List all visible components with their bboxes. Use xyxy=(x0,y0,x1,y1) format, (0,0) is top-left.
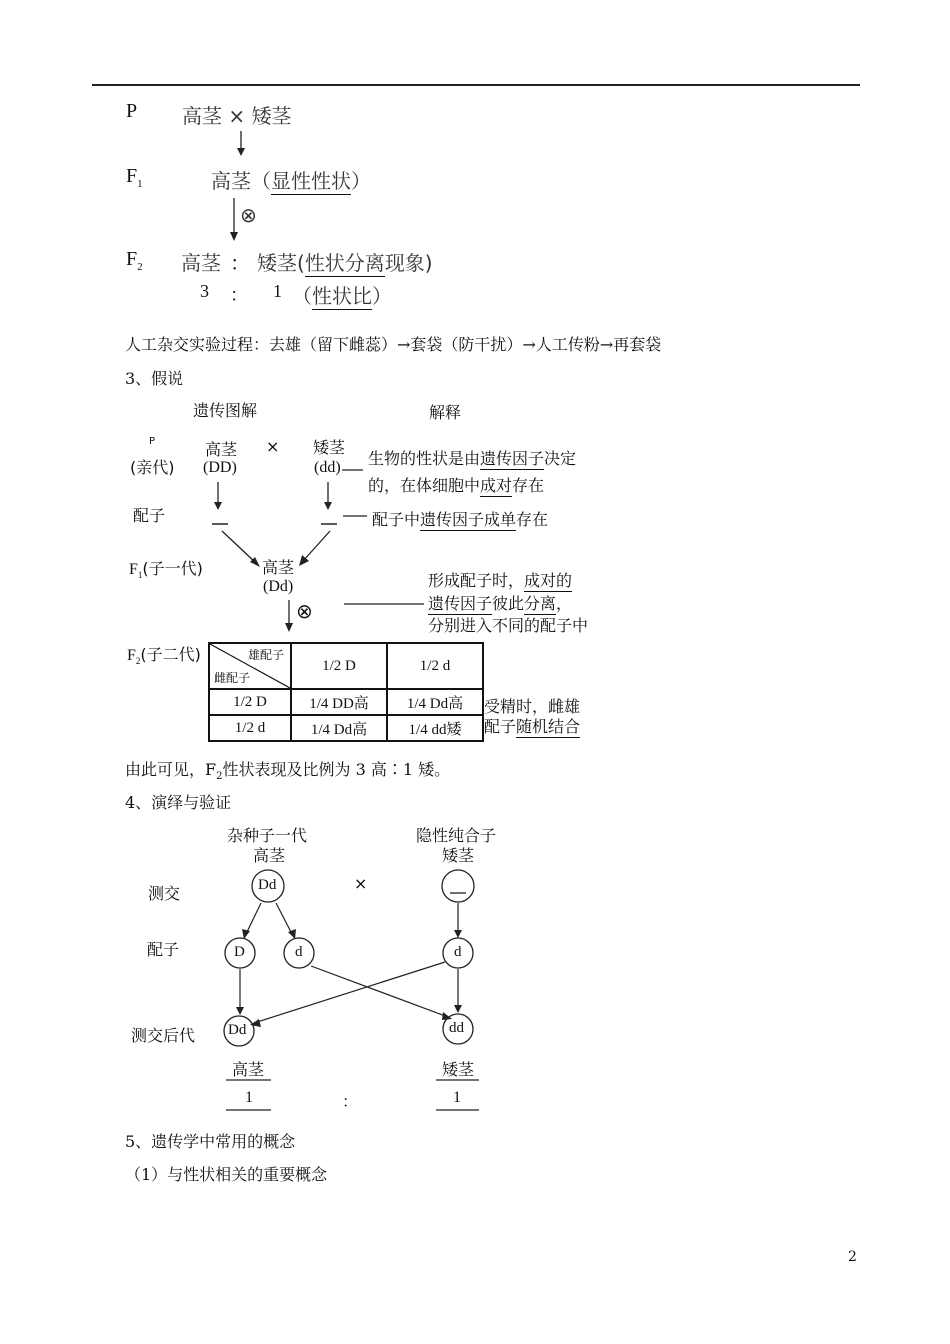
ratio-left: 1 xyxy=(245,1089,253,1106)
offspring-Dd: Dd xyxy=(228,1022,247,1038)
offspring-dd: dd xyxy=(449,1020,464,1036)
parent-short-genotype: (dd) xyxy=(314,459,341,476)
parent-tall: 高茎 xyxy=(205,440,238,459)
f2-label: $F_2$ xyxy=(126,248,143,273)
ratio-colon: ： xyxy=(342,1092,359,1111)
parent-Dd: Dd xyxy=(258,877,277,893)
table-cell: 1/4 dd矮 xyxy=(387,715,483,741)
col-header: 1/2 D xyxy=(291,643,387,689)
f1-tall: 高茎 xyxy=(262,558,295,577)
testcross-label: 测交 xyxy=(148,884,181,903)
ratio-1: 1 xyxy=(273,281,282,301)
process-line: 人工杂交实验过程：去雄（留下雌蕊）→套袋（防干扰）→人工传粉→再套袋 xyxy=(125,335,662,354)
parent-gen-label: (亲代) xyxy=(130,458,175,477)
conclusion-line: 由此可见，$F_2$性状表现及比例为 3 高∶1 矮。 xyxy=(125,760,451,783)
table-cell: 1/4 DD高 xyxy=(291,689,387,715)
section-3-heading: 3、假说 xyxy=(125,369,184,388)
col-header: 1/2 d xyxy=(387,643,483,689)
f2-colon: ： xyxy=(230,251,250,275)
parent-tall-genotype: (DD) xyxy=(203,459,237,476)
cross-sign: × xyxy=(354,874,368,893)
f1-genotype: (Dd) xyxy=(263,578,294,595)
hybrid-tall: 高茎 xyxy=(253,846,286,865)
parent-short: 矮茎 xyxy=(313,438,346,457)
female-gamete-header: 雌配子 xyxy=(214,671,251,685)
f1-label: $F_1$ xyxy=(126,165,143,190)
header-genetic-diagram: 遗传图解 xyxy=(193,401,258,420)
f2-phenotype: 矮茎(性状分离现象) xyxy=(257,251,433,275)
table-cell: 1/4 Dd高 xyxy=(291,715,387,741)
p-gen-label: P xyxy=(149,436,156,447)
f1-phenotype: 高茎（显性性状） xyxy=(211,169,371,193)
explanation-3a: 形成配子时，成对的 xyxy=(428,571,573,590)
explanation-3c: 分别进入不同的配子中 xyxy=(428,616,589,635)
explanation-4b: 配子随机结合 xyxy=(484,717,581,736)
row-header: 1/2 D xyxy=(209,689,291,715)
cross-sign: × xyxy=(266,437,280,456)
ratio-colon: ： xyxy=(230,285,248,306)
explanation-4a: 受精时，雌雄 xyxy=(484,697,581,716)
gamete-label: 配子 xyxy=(147,940,180,959)
male-gamete-header: 雄配子 xyxy=(248,648,285,662)
explanation-3b: 遗传因子彼此分离， xyxy=(428,594,573,613)
recessive-short: 矮茎 xyxy=(442,846,475,865)
recessive-title: 隐性纯合子 xyxy=(416,826,497,845)
subsection-1: （1）与性状相关的重要概念 xyxy=(125,1165,328,1184)
f2-tall: 高茎 xyxy=(181,251,221,275)
self-cross-icon: ⊗ xyxy=(296,599,313,623)
header-explanation: 解释 xyxy=(429,403,462,422)
f1-gen-label: $F_1$(子一代) xyxy=(129,559,203,581)
f2-gen-label: $F_2$(子二代) xyxy=(127,645,201,667)
ratio-label: （性状比） xyxy=(292,284,392,308)
hybrid-title: 杂种子一代 xyxy=(227,826,308,845)
table-cell: 1/4 Dd高 xyxy=(387,689,483,715)
offspring-tall: 高茎 xyxy=(232,1060,265,1079)
section-5-heading: 5、遗传学中常用的概念 xyxy=(125,1132,296,1151)
offspring-short: 矮茎 xyxy=(442,1060,475,1079)
page-number: 2 xyxy=(848,1249,857,1265)
self-cross-icon: ⊗ xyxy=(240,203,257,227)
explanation-1b: 的，在体细胞中成对存在 xyxy=(368,476,545,495)
row-header: 1/2 d xyxy=(209,715,291,741)
gamete-d-left: d xyxy=(295,944,303,960)
gamete-d-right: d xyxy=(454,944,462,960)
gamete-D: D xyxy=(234,944,245,960)
explanation-1a: 生物的性状是由遗传因子决定 xyxy=(368,449,577,468)
explanation-2: 配子中遗传因子成单存在 xyxy=(372,510,549,529)
p-label: P xyxy=(126,100,138,122)
p-cross: 高茎 × 矮茎 xyxy=(182,104,292,128)
section-4-heading: 4、演绎与验证 xyxy=(125,793,232,812)
offspring-label: 测交后代 xyxy=(131,1026,196,1045)
ratio-right: 1 xyxy=(453,1089,461,1106)
ratio-3: 3 xyxy=(200,281,209,301)
gamete-label: 配子 xyxy=(133,506,166,525)
